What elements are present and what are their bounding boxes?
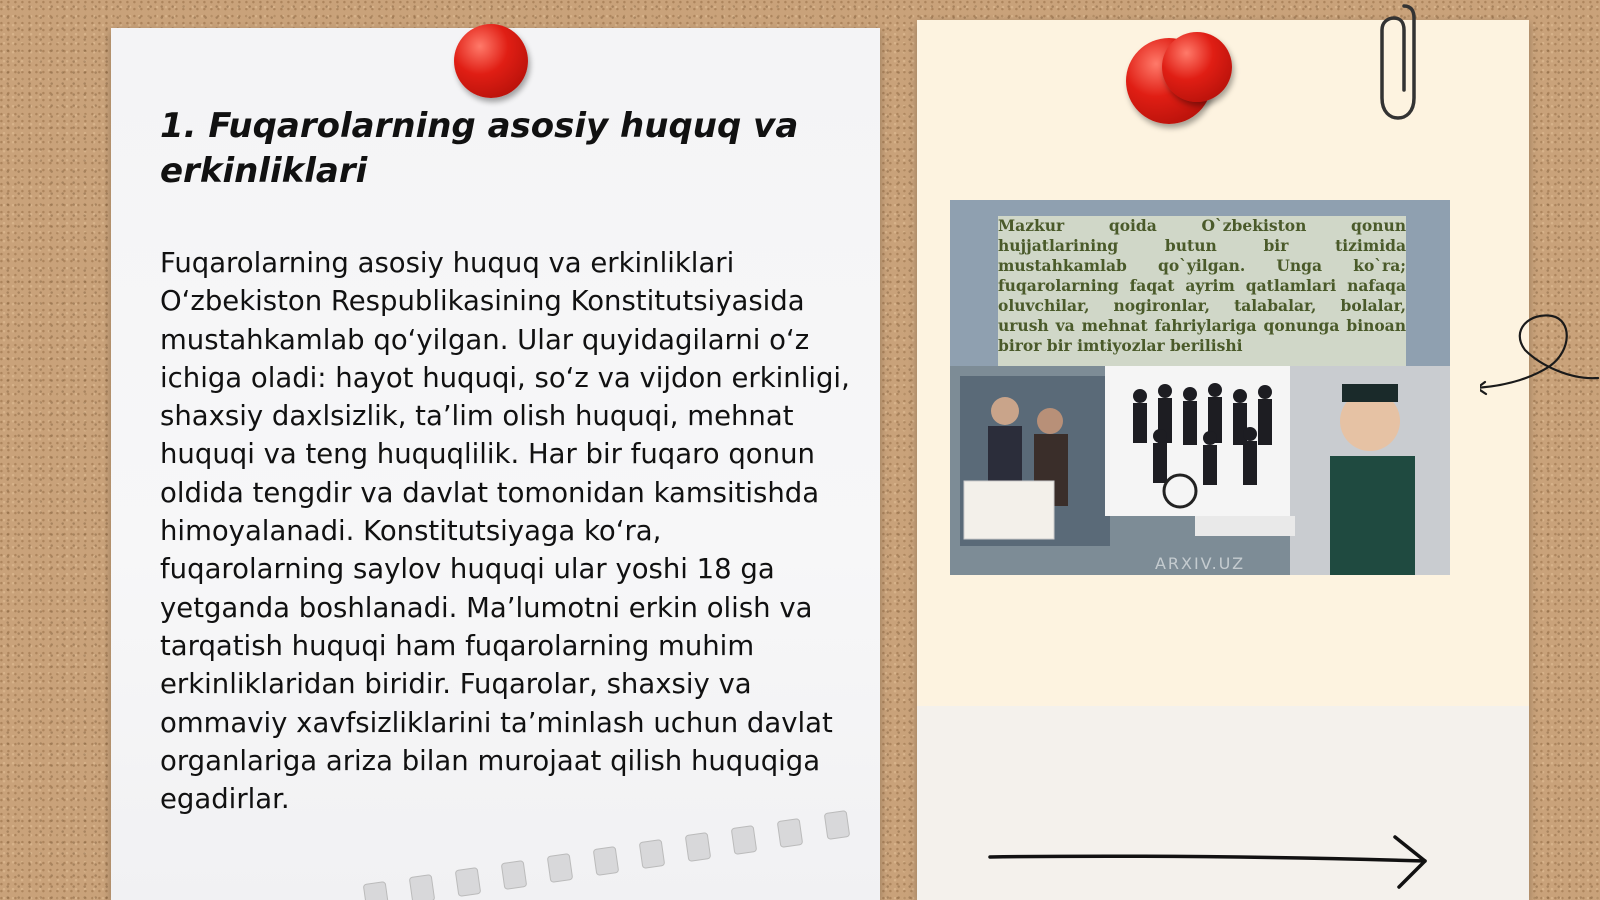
- slide-title: 1. Fuqarolarning asosiy huquq va erkinliklari: [160, 106, 799, 191]
- slide-body-text: Fuqarolarning asosiy huquq va erkinliklari O‘zbekiston Respublikasining Konstitutsiyasida mustahkamlab qo‘yilgan. Ular quyidagilarni o‘z ichiga oladi: hayot huquqi, so‘z va vijdon erkinligi, shaxsiy daxlsizlik, ta’lim olish huquqi, mehnat huquqi va teng huquqlilik. Har bir fuqaro qonun oldida tengdir va davlat tomonidan kamsitishda himoyalanadi. Konstitutsiyaga ko‘ra, fuqarolarning saylov huquqi ular yoshi 18 ga yetganda boshlanadi. Ma’lumotni erkin olish va tarqatish huquqi ham fuqarolarning muhim erkinliklaridan biridir. Fuqarolar, shaxsiy va ommaviy xavfsizliklarini ta’minlash uchun davlat organlariga ariza bilan murojaat qilish huquqiga egadirlar.: [160, 247, 850, 816]
- people-photo-collage: [950, 366, 1450, 575]
- paperclip-icon: [1378, 0, 1418, 122]
- watermark-text: ARXIV.UZ: [1154, 554, 1246, 573]
- pushpin-icon: [454, 24, 528, 98]
- pushpin-icon: [1162, 32, 1232, 102]
- photo-caption-text: Mazkur qoida O`zbekiston qonun hujjatlarining butun bir tizimida mustahkamlab qo`yilgan. Unga ko`ra; fuqarolarning faqat ayrim qatlamlari nafaqa oluvchilar, nogironlar, talabalar, bolalar, urush va mehnat fahriylariga qonunga binoan biror bir imtiyozlar berilishi: [998, 216, 1406, 366]
- collage-photo: [950, 200, 1450, 575]
- arrow-right-icon: [985, 835, 1455, 895]
- doodle-arrow-icon: [1480, 310, 1600, 410]
